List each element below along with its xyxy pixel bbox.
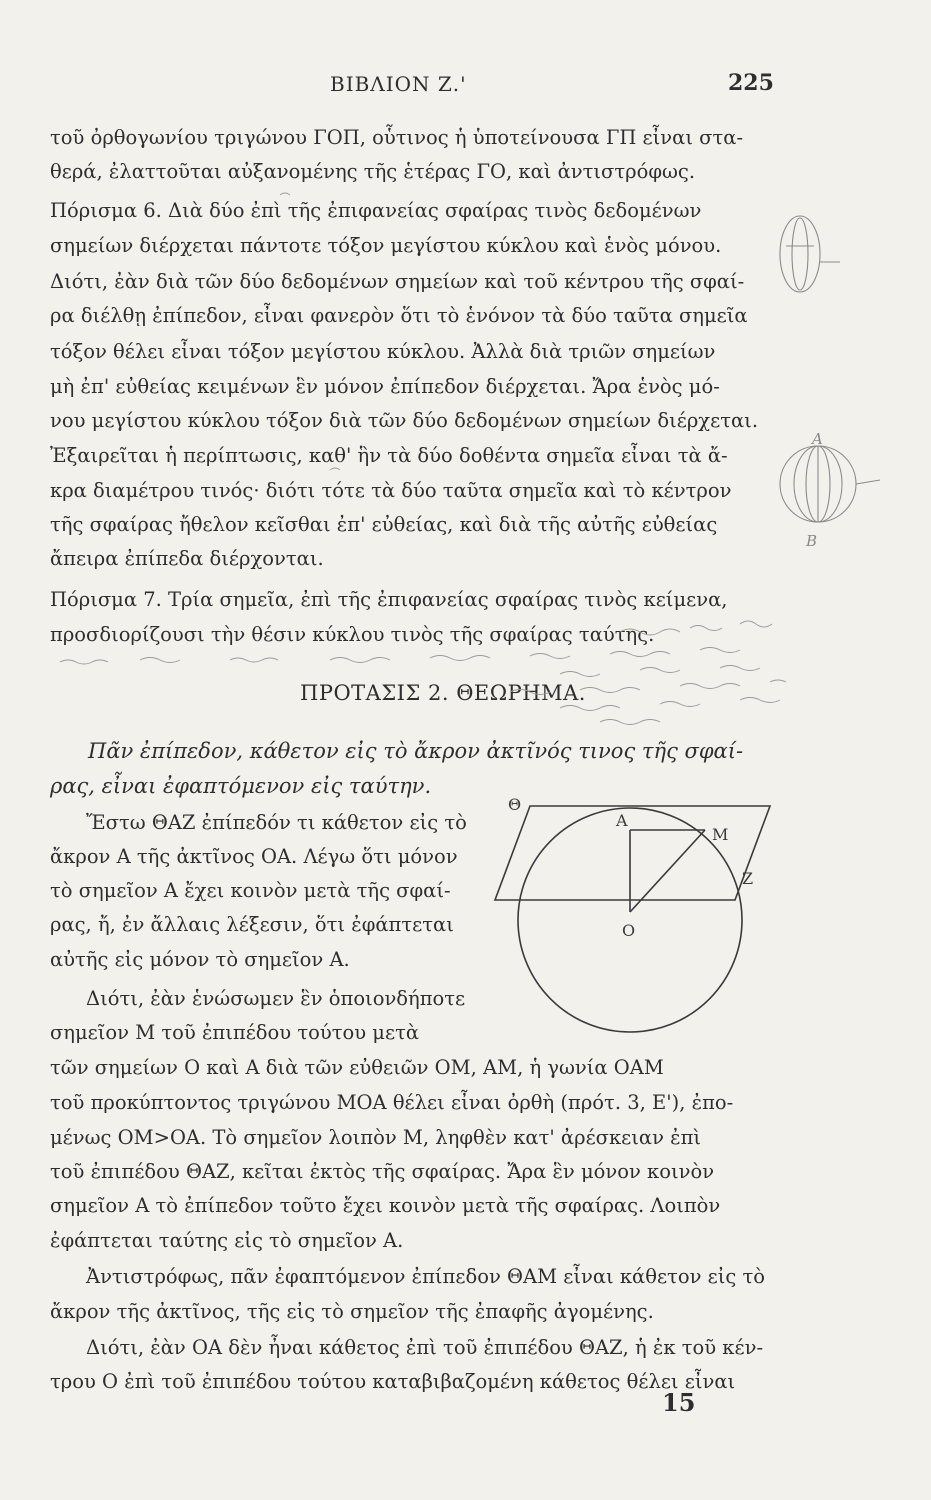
text-line: τόξον θέλει εἶναι τόξον μεγίστου κύκλου. Ἀλλὰ διὰ τριῶν σημείων (50, 340, 716, 363)
text-line: σημεῖον Α τὸ ἐπίπεδον τοῦτο ἔχει κοινὸν μετὰ τῆς σφαίρας. Λοιπὸν (50, 1194, 721, 1217)
text-line: μὴ ἐπ' εὐθείας κειμένων ἓν μόνον ἐπίπεδον διέρχεται. Ἄρα ἑνὸς μό- (50, 375, 720, 398)
signature-mark: 15 (662, 1388, 696, 1417)
page-number: 225 (728, 70, 774, 96)
plane-outline (495, 806, 770, 900)
label-a: Α (616, 811, 628, 830)
text-line: θερά, ἐλαττοῦται αὐξανομένης τῆς ἑτέρας ΓΟ, καὶ ἀντιστρόφως. (50, 160, 696, 183)
text-line: Ἐξαιρεῖται ἡ περίπτωσις, καθ' ἣν τὰ δύο δοθέντα σημεῖα εἶναι τὰ ἄ- (50, 444, 728, 467)
text-line: νου μεγίστου κύκλου τόξον διὰ τῶν δύο δεδομένων σημείων διέρχεται. (50, 409, 759, 432)
text-line: ρα διέλθῃ ἐπίπεδον, εἶναι φανερὸν ὅτι τὸ ἑνόνον τὰ δύο ταῦτα σημεῖα (50, 304, 748, 327)
margin-label-a: Α (812, 430, 823, 448)
margin-label-b: Β (806, 532, 818, 550)
running-header: ΒΙΒΛΙΟΝ Ζ.' (330, 72, 467, 96)
text-line: τῶν σημείων Ο καὶ Α διὰ τῶν εὐθειῶν ΟΜ, ΑΜ, ἡ γωνία ΟΑΜ (50, 1056, 664, 1079)
theorem-statement: ρας, εἶναι ἐφαπτόμενον εἰς ταύτην. (50, 774, 432, 798)
corollary-7-line: Πόρισμα 7. Τρία σημεῖα, ἐπὶ τῆς ἐπιφανείας σφαίρας τινὸς κείμενα, (50, 588, 728, 611)
corollary-6-line: Πόρισμα 6. Διὰ δύο ἐπὶ τῆς ἐπιφανείας σφαίρας τινὸς δεδομένων (50, 199, 702, 222)
text-line: τὸ σημεῖον Α ἔχει κοινὸν μετὰ τῆς σφαί- (50, 879, 451, 902)
text-line: Διότι, ἐὰν ΟΑ δὲν ἦναι κάθετος ἐπὶ τοῦ ἐπιπέδου ΘΑΖ, ἡ ἐκ τοῦ κέν- (86, 1336, 764, 1359)
text-line: ἐφάπτεται ταύτης εἰς τὸ σημεῖον Α. (50, 1229, 404, 1252)
text-line: ἄκρον Α τῆς ἀκτῖνος ΟΑ. Λέγω ὅτι μόνον (50, 845, 458, 868)
label-z: Ζ (742, 869, 754, 888)
text-line: προσδιορίζουσι τὴν θέσιν κύκλου τινὸς τῆς σφαίρας ταύτης. (50, 623, 655, 646)
text-line: Διότι, ἐὰν διὰ τῶν δύο δεδομένων σημείων καὶ τοῦ κέντρου τῆς σφαί- (50, 270, 745, 293)
text-line: ἄπειρα ἐπίπεδα διέρχονται. (50, 547, 324, 570)
text-line: Διότι, ἐὰν ἑνώσωμεν ἓν ὁποιονδήποτε (86, 987, 466, 1010)
label-m: Μ (712, 825, 729, 844)
text-line: σημεῖον Μ τοῦ ἐπιπέδου τούτου μετὰ (50, 1021, 420, 1044)
text-line: τοῦ προκύπτοντος τριγώνου ΜΟΑ θέλει εἶναι ὀρθὴ (πρότ. 3, Ε'), ἐπο- (50, 1091, 734, 1114)
theorem-statement: Πᾶν ἐπίπεδον, κάθετον εἰς τὸ ἄκρον ἀκτῖνός τινος τῆς σφαί- (88, 739, 744, 763)
text-line: τοῦ ὀρθογωνίου τριγώνου ΓΟΠ, οὗτινος ἡ ὑποτείνουσα ΓΠ εἶναι στα- (50, 126, 744, 149)
proposition-heading: ΠΡΟΤΑΣΙΣ 2. ΘΕΩΡΗΜΑ. (300, 681, 586, 705)
text-line: ρας, ἤ, ἐν ἄλλαις λέξεσιν, ὅτι ἐφάπτεται (50, 913, 454, 936)
margin-sketch-sphere-large (780, 446, 880, 522)
label-o: Ο (622, 921, 636, 940)
label-theta: Θ (508, 795, 522, 814)
text-line: τρου Ο ἐπὶ τοῦ ἐπιπέδου τούτου καταβιβαζομένη κάθετος θέλει εἶναι (50, 1370, 736, 1393)
text-line: σημείων διέρχεται πάντοτε τόξον μεγίστου κύκλου καὶ ἑνὸς μόνου. (50, 234, 722, 257)
text-line: ἄκρον τῆς ἀκτῖνος, τῆς εἰς τὸ σημεῖον τῆς ἐπαφῆς ἀγομένης. (50, 1300, 654, 1323)
margin-sketch-sphere-small (780, 216, 840, 292)
text-line: τῆς σφαίρας ἤθελον κεῖσθαι ἐπ' εὐθείας, καὶ διὰ τῆς αὐτῆς εὐθείας (50, 513, 718, 536)
text-line: τοῦ ἐπιπέδου ΘΑΖ, κεῖται ἐκτὸς τῆς σφαίρας. Ἄρα ἓν μόνον κοινὸν (50, 1160, 715, 1183)
handwritten-annotation-scribbles (60, 193, 786, 725)
text-line: αὐτῆς εἰς μόνον τὸ σημεῖον Α. (50, 948, 350, 971)
text-line: Ἀντιστρόφως, πᾶν ἐφαπτόμενον ἐπίπεδον ΘΑΜ εἶναι κάθετον εἰς τὸ (86, 1265, 766, 1288)
text-line: Ἔστω ΘΑΖ ἐπίπεδόν τι κάθετον εἰς τὸ (86, 811, 467, 834)
text-line: μένως ΟΜ>ΟΑ. Τὸ σημεῖον λοιπὸν Μ, ληφθὲν κατ' ἀρέσκειαν ἐπὶ (50, 1126, 702, 1149)
text-line: κρα διαμέτρου τινός· διότι τότε τὰ δύο ταῦτα σημεῖα καὶ τὸ κέντρον (50, 479, 732, 502)
